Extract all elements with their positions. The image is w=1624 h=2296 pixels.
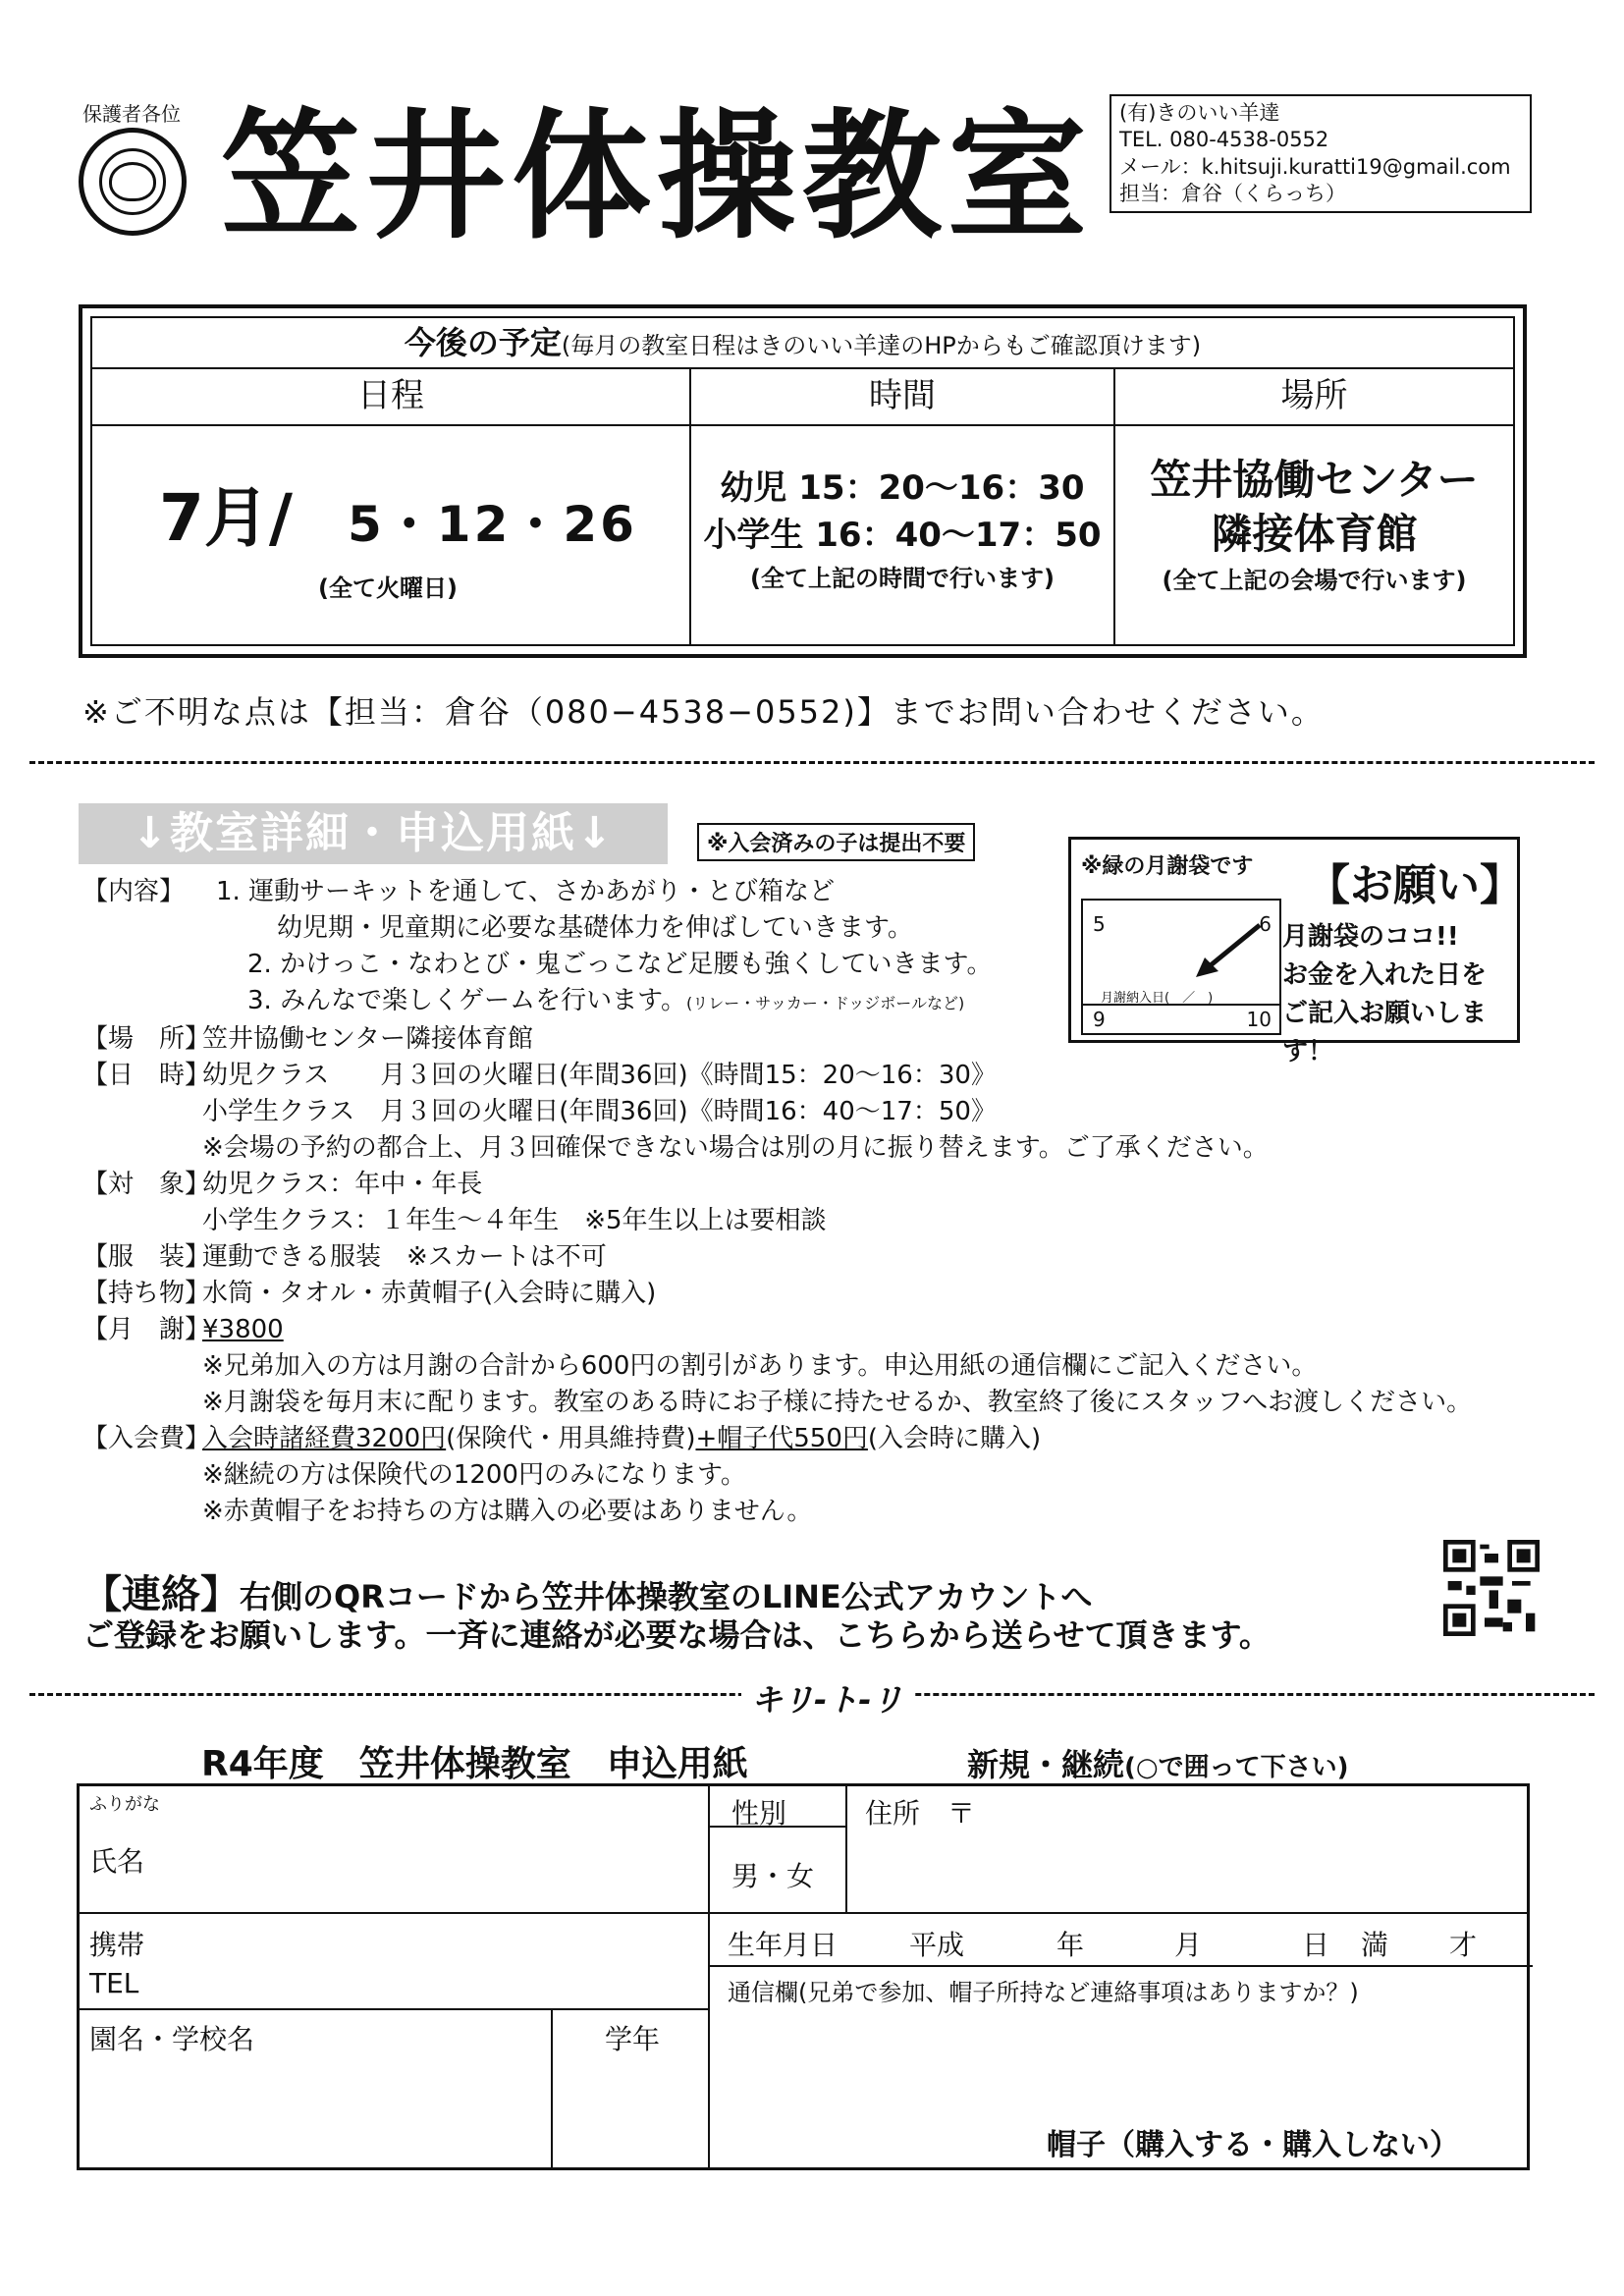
content-1: 1. 運動サーキットを通して、さかあがり・とび箱など <box>216 877 836 906</box>
form-type-note: (○で囲って下さい) <box>1124 1753 1349 1782</box>
join-fee: 入会時諸経費3200円 <box>202 1424 447 1453</box>
label-furigana: ふりがな <box>89 1794 160 1815</box>
place-2: 隣接体育館 <box>1211 509 1418 558</box>
gender-options[interactable]: 男・女 <box>731 1860 815 1892</box>
content-1b: 幼児期・児童期に必要な基礎体力を伸ばしていきます。 <box>277 913 913 943</box>
details-banner: ↓教室詳細・申込用紙↓ <box>79 803 668 864</box>
time-elementary: 小学生 16：40〜17：50 <box>703 515 1102 555</box>
no-submit-note: ※入会済みの子は提出不要 <box>697 823 975 861</box>
join-cap: +帽子代550円 <box>695 1424 868 1453</box>
detail-target-1: 幼児クラス：年中・年長 <box>202 1170 483 1199</box>
contact-company: (有)きのいい羊達 <box>1119 101 1280 125</box>
fee-note-2: ※月謝袋を毎月末に配ります。教室のある時にお子様に持たせるか、教室終了後にスタッフへお渡しください。 <box>202 1388 1473 1417</box>
audience-label: 保護者各位 <box>82 102 181 126</box>
contact-mail: メール：k.hitsuji.kuratti19@gmail.com <box>1119 154 1511 179</box>
application-form <box>77 1783 1530 2170</box>
cal-6: 6 <box>1259 912 1272 936</box>
birth-full: 満 <box>1361 1929 1389 1961</box>
form-title: R4年度 笠井体操教室 申込用紙 <box>201 1744 748 1784</box>
renraku-text-1: 右側のQRコードから笠井体操教室のLINE公式アカウントへ <box>240 1578 1093 1615</box>
cut-label: キリ-ト-リ <box>741 1675 913 1721</box>
schedule-title: 今後の予定 <box>404 324 562 361</box>
logo-sheep-icon <box>79 128 187 236</box>
request-line-3: ご記入お願いします！ <box>1282 999 1488 1066</box>
cal-10: 10 <box>1246 1008 1272 1031</box>
label-time: 【日 時】 <box>82 1061 211 1090</box>
place-1: 笠井協働センター <box>1150 456 1479 504</box>
time-cell <box>691 426 1113 644</box>
schedule-title-note: (毎月の教室日程はきのいい羊達のHPからもご確認頂けます) <box>561 332 1202 359</box>
content-3-note: (リレー・サッカー・ドッジボールなど) <box>686 994 965 1012</box>
join-cap-note: (入会時に購入) <box>867 1424 1042 1453</box>
label-items: 【持ち物】 <box>82 1279 211 1308</box>
date-cell <box>92 426 689 644</box>
detail-fee: ¥3800 <box>202 1315 284 1344</box>
join-note-1: ※継続の方は保険代の1200円のみになります。 <box>202 1460 746 1490</box>
birth-day: 日 <box>1302 1929 1330 1961</box>
detail-time-3: ※会場の予約の都合上、月３回確保できない場合は別の月に振り替えます。ご了承ください。 <box>202 1133 1269 1163</box>
label-join: 【入会費】 <box>82 1424 211 1453</box>
comm-note: (兄弟で参加、帽子所持など連絡事項はありますか？) <box>798 1979 1359 2006</box>
label-school[interactable]: 園名・学校名 <box>89 2023 255 2055</box>
contact-box <box>1110 94 1532 213</box>
schedule-title-row <box>92 318 1513 369</box>
detail-time-2: 小学生クラス 月３回の火曜日(年間36回)《時間16：40〜17：50》 <box>202 1097 997 1126</box>
label-name[interactable]: 氏名 <box>89 1845 145 1878</box>
inquiry-note: ※ご不明な点は【担当：倉谷（080−4538−0552)】までお問い合わせください。 <box>82 693 1325 731</box>
join-note-2: ※赤黄帽子をお持ちの方は購入の必要はありません。 <box>202 1497 813 1526</box>
fee-note-1: ※兄弟加入の方は月謝の合計から600円の割引があります。申込用紙の通信欄にご記入ください。 <box>202 1351 1318 1381</box>
divider <box>29 761 1595 764</box>
cal-paid: 月謝納入日( ／ ) <box>1101 991 1214 1006</box>
schedule-month: 7月/ <box>159 480 294 556</box>
label-comm: 通信欄 <box>728 1979 798 2006</box>
detail-clothes: 運動できる服装 ※スカートは不可 <box>202 1242 607 1272</box>
col-header-place: 場所 <box>1115 367 1513 426</box>
detail-items: 水筒・タオル・赤黄帽子(入会時に購入) <box>202 1279 657 1308</box>
col-header-date: 日程 <box>92 367 689 426</box>
birth-year: 年 <box>1056 1929 1085 1961</box>
page-title: 笠井体操教室 <box>221 96 1093 258</box>
qr-code-icon[interactable] <box>1443 1540 1540 1636</box>
place-note: (全て上記の会場で行います) <box>1162 567 1467 595</box>
form-type <box>967 1740 1348 1785</box>
time-note: (全て上記の時間で行います) <box>750 565 1055 593</box>
request-title: 【お願い】 <box>1307 860 1523 910</box>
day-note: (全て火曜日) <box>318 574 458 602</box>
cap-purchase[interactable]: 帽子（購入する・購入しない） <box>1047 2128 1459 2162</box>
label-place: 【場 所】 <box>82 1024 211 1054</box>
label-target: 【対 象】 <box>82 1170 211 1199</box>
label-birth[interactable]: 生年月日 <box>728 1929 839 1961</box>
birth-era: 平成 <box>909 1929 965 1961</box>
contact-person: 担当：倉谷（くらっち） <box>1119 181 1346 205</box>
request-line-1: 月謝袋のココ!! <box>1282 922 1459 952</box>
comm-label-row[interactable] <box>728 1973 1359 2007</box>
renraku-tag: 【連絡】 <box>82 1572 240 1617</box>
content-2: 2. かけっこ・なわとび・鬼ごっこなど足腰も強くしていきます。 <box>247 950 993 979</box>
join-fee-note: (保険代・用具維持費) <box>446 1424 696 1453</box>
content-3: 3. みんなで楽しくゲームを行います。 <box>247 986 686 1015</box>
birth-month: 月 <box>1174 1929 1203 1961</box>
renraku-line-2: ご登録をお願いします。一斉に連絡が必要な場合は、こちらから送らせて頂きます。 <box>82 1616 1271 1654</box>
schedule-table <box>79 304 1527 658</box>
green-bag-note: ※緑の月謝袋です <box>1081 854 1254 879</box>
col-header-time: 時間 <box>691 367 1113 426</box>
label-grade[interactable]: 学年 <box>605 2023 661 2055</box>
detail-place: 笠井協働センター隣接体育館 <box>202 1024 533 1054</box>
time-kids: 幼児 15：20〜16：30 <box>720 468 1085 508</box>
detail-target-2: 小学生クラス：１年生〜４年生 ※5年生以上は要相談 <box>202 1206 827 1235</box>
label-content: 【内容】 <box>82 877 186 906</box>
label-gender: 性別 <box>731 1797 787 1830</box>
request-line-2: お金を入れた日を <box>1282 960 1488 990</box>
form-type-options[interactable]: 新規・継続 <box>967 1746 1125 1783</box>
label-fee: 【月 謝】 <box>82 1315 211 1344</box>
place-cell <box>1115 426 1513 644</box>
label-mobile[interactable]: 携帯 <box>89 1929 145 1961</box>
cal-9: 9 <box>1093 1008 1106 1031</box>
birth-age: 才 <box>1449 1929 1478 1961</box>
schedule-days: 5・12・26 <box>348 496 637 553</box>
contact-tel: TEL. 080-4538-0552 <box>1119 128 1329 152</box>
label-tel: TEL <box>89 1967 139 1999</box>
detail-time-1: 幼児クラス 月３回の火曜日(年間36回)《時間15：20〜16：30》 <box>202 1061 997 1090</box>
label-clothes: 【服 装】 <box>82 1242 211 1272</box>
cal-5: 5 <box>1093 912 1106 936</box>
label-address[interactable]: 住所 〒 <box>865 1797 976 1830</box>
details-list <box>82 874 1472 1530</box>
